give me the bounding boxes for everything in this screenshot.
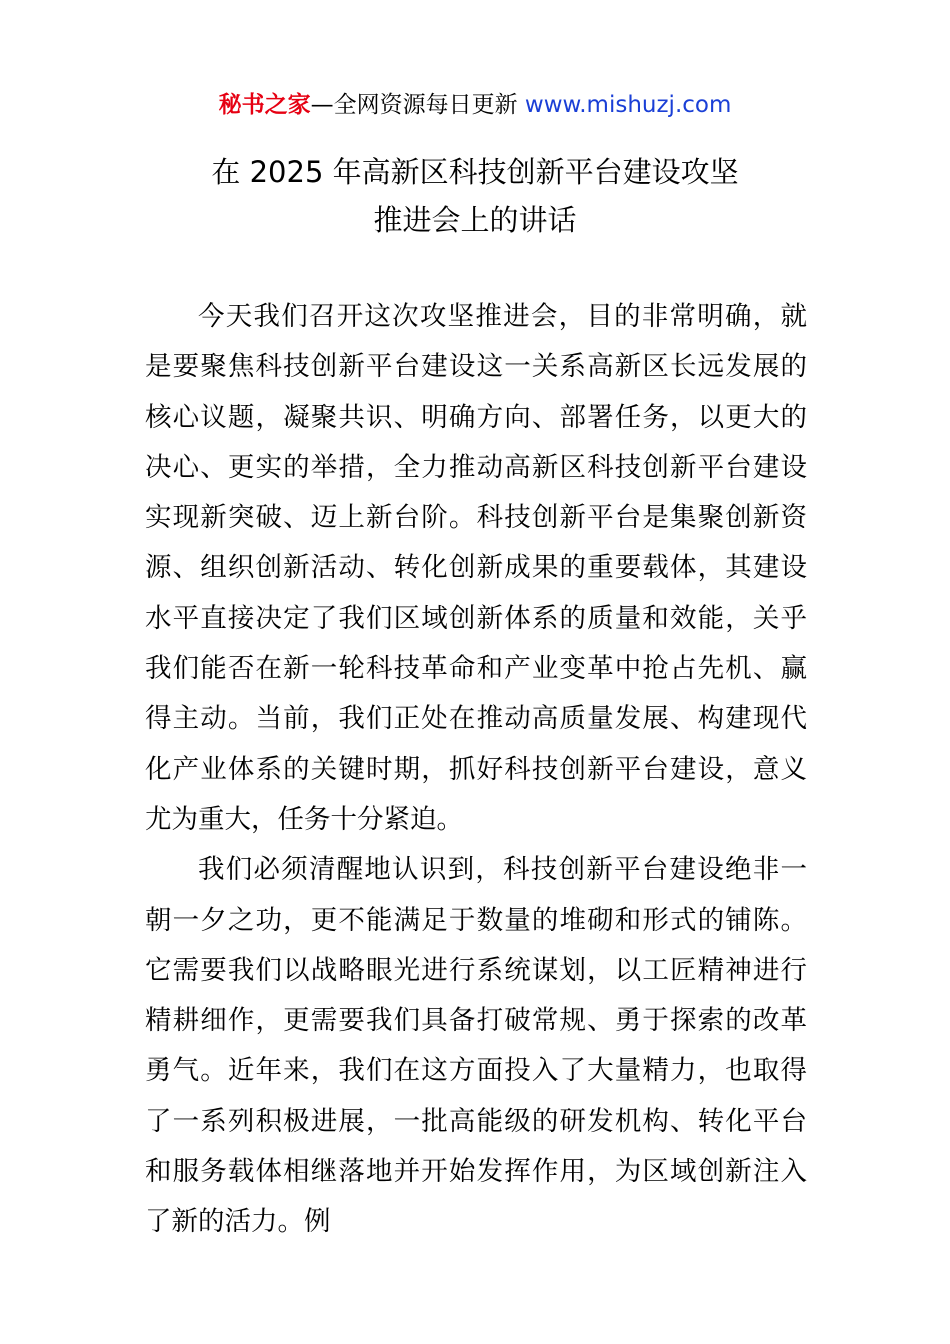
body-paragraph-1: 今天我们召开这次攻坚推进会，目的非常明确，就是要聚焦科技创新平台建设这一关系高新区长远发展的核心议题，凝聚共识、明确方向、部署任务，以更大的决心、更实的举措，全力推动高新区科技创新平台建设实现新突破、迈上新台阶。科技创新平台是集聚创新资源、组织创新活动、转化创新成果的重要载体，其建设水平直接决定了我们区域创新体系的质量和效能，关乎我们能否在新一轮科技革命和产业变革中抢占先机、赢得主动。当前，我们正处在推动高质量发展、构建现代化产业体系的关键时期，抓好科技创新平台建设，意义尤为重大，任务十分紧迫。	[145, 301, 807, 835]
document-title	[0, 148, 950, 244]
site-url-link[interactable]: www.mishuzj.com	[524, 92, 732, 118]
header-tagline: —全网资源每日更新	[310, 92, 525, 118]
site-header	[0, 88, 950, 122]
title-line-2: 推进会上的讲话	[373, 203, 577, 237]
title-line-1: 在 2025 年高新区科技创新平台建设攻坚	[211, 155, 739, 189]
brand-name: 秘书之家	[218, 92, 311, 118]
document-body	[145, 292, 807, 1248]
body-paragraph-2: 我们必须清醒地认识到，科技创新平台建设绝非一朝一夕之功，更不能满足于数量的堆砌和形式的铺陈。它需要我们以战略眼光进行系统谋划，以工匠精神进行精耕细作，更需要我们具备打破常规、勇于探索的改革勇气。近年来，我们在这方面投入了大量精力，也取得了一系列积极进展，一批高能级的研发机构、转化平台和服务载体相继落地并开始发挥作用，为区域创新注入了新的活力。例	[145, 854, 807, 1238]
